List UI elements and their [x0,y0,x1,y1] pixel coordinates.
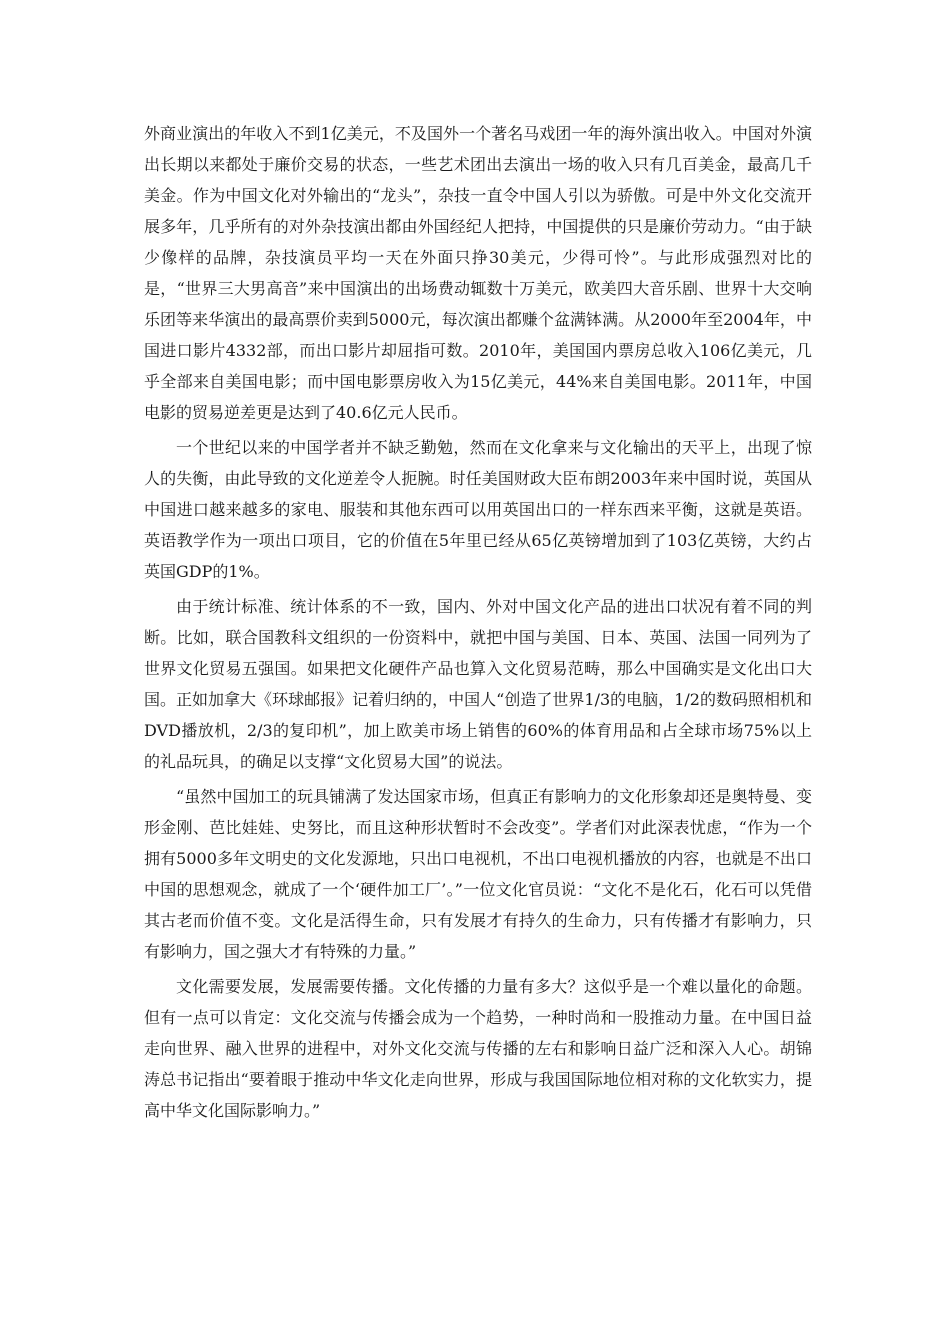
paragraph-continuation: 外商业演出的年收入不到1亿美元，不及国外一个著名马戏团一年的海外演出收入。中国对外演出长期以来都处于廉价交易的状态，一些艺术团出去演出一场的收入只有几百美金，最高几千美金。作为中国文化对外输出的“龙头”，杂技一直令中国人引以为骄傲。可是中外文化交流开展多年，几乎所有的对外杂技演出都由外国经纪人把持，中国提供的只是廉价劳动力。“由于缺少像样的品牌，杂技演员平均一天在外面只挣30美元，少得可怜”。与此形成强烈对比的是，“世界三大男高音”来中国演出的出场费动辄数十万美元，欧美四大音乐剧、世界十大交响乐团等来华演出的最高票价卖到5000元，每次演出都赚个盆满钵满。从2000年至2004年，中国进口影片4332部，而出口影片却屈指可数。2010年，美国国内票房总收入106亿美元，几乎全部来自美国电影；而中国电影票房收入为15亿美元，44%来自美国电影。2011年，中国电影的贸易逆差更是达到了40.6亿元人民币。 [144,124,812,422]
paragraph: 一个世纪以来的中国学者并不缺乏勤勉，然而在文化拿来与文化输出的天平上，出现了惊人的失衡，由此导致的文化逆差令人扼腕。时任美国财政大臣布朗2003年来中国时说，英国从中国进口越来越多的家电、服装和其他东西可以用英国出口的一样东西来平衡，这就是英语。英语教学作为一项出口项目，它的价值在5年里已经从65亿英镑增加到了103亿英镑，大约占英国GDP的1%。 [144,438,812,581]
paragraph: “虽然中国加工的玩具铺满了发达国家市场，但真正有影响力的文化形象却还是奥特曼、变形金刚、芭比娃娃、史努比，而且这种形状暂时不会改变”。学者们对此深表忧虑，“作为一个拥有5000多年文明史的文化发源地，只出口电视机，不出口电视机播放的内容，也就是不出口中国的思想观念，就成了一个‘硬件加工厂’。”一位文化官员说：“文化不是化石，化石可以凭借其古老而价值不变。文化是活得生命，只有发展才有持久的生命力，只有传播才有影响力，只有影响力，国之强大才有特殊的力量。” [144,787,812,961]
paragraph: 由于统计标准、统计体系的不一致，国内、外对中国文化产品的进出口状况有着不同的判断。比如，联合国教科文组织的一份资料中，就把中国与美国、日本、英国、法国一同列为了世界文化贸易五强国。如果把文化硬件产品也算入文化贸易范畴，那么中国确实是文化出口大国。正如加拿大《环球邮报》记着归纳的，中国人“创造了世界1/3的电脑，1/2的数码照相机和DVD播放机，2/3的复印机”，加上欧美市场上销售的60%的体育用品和占全球市场75%以上的礼品玩具，的确足以支撑“文化贸易大国”的说法。 [144,597,812,771]
paragraph: 文化需要发展，发展需要传播。文化传播的力量有多大？这似乎是一个难以量化的命题。但有一点可以肯定：文化交流与传播会成为一个趋势，一种时尚和一股推动力量。在中国日益走向世界、融入世界的进程中，对外文化交流与传播的左右和影响日益广泛和深入人心。胡锦涛总书记指出“要着眼于推动中华文化走向世界，形成与我国国际地位相对称的文化软实力，提高中华文化国际影响力。” [144,977,812,1120]
document-body [144,118,812,1126]
